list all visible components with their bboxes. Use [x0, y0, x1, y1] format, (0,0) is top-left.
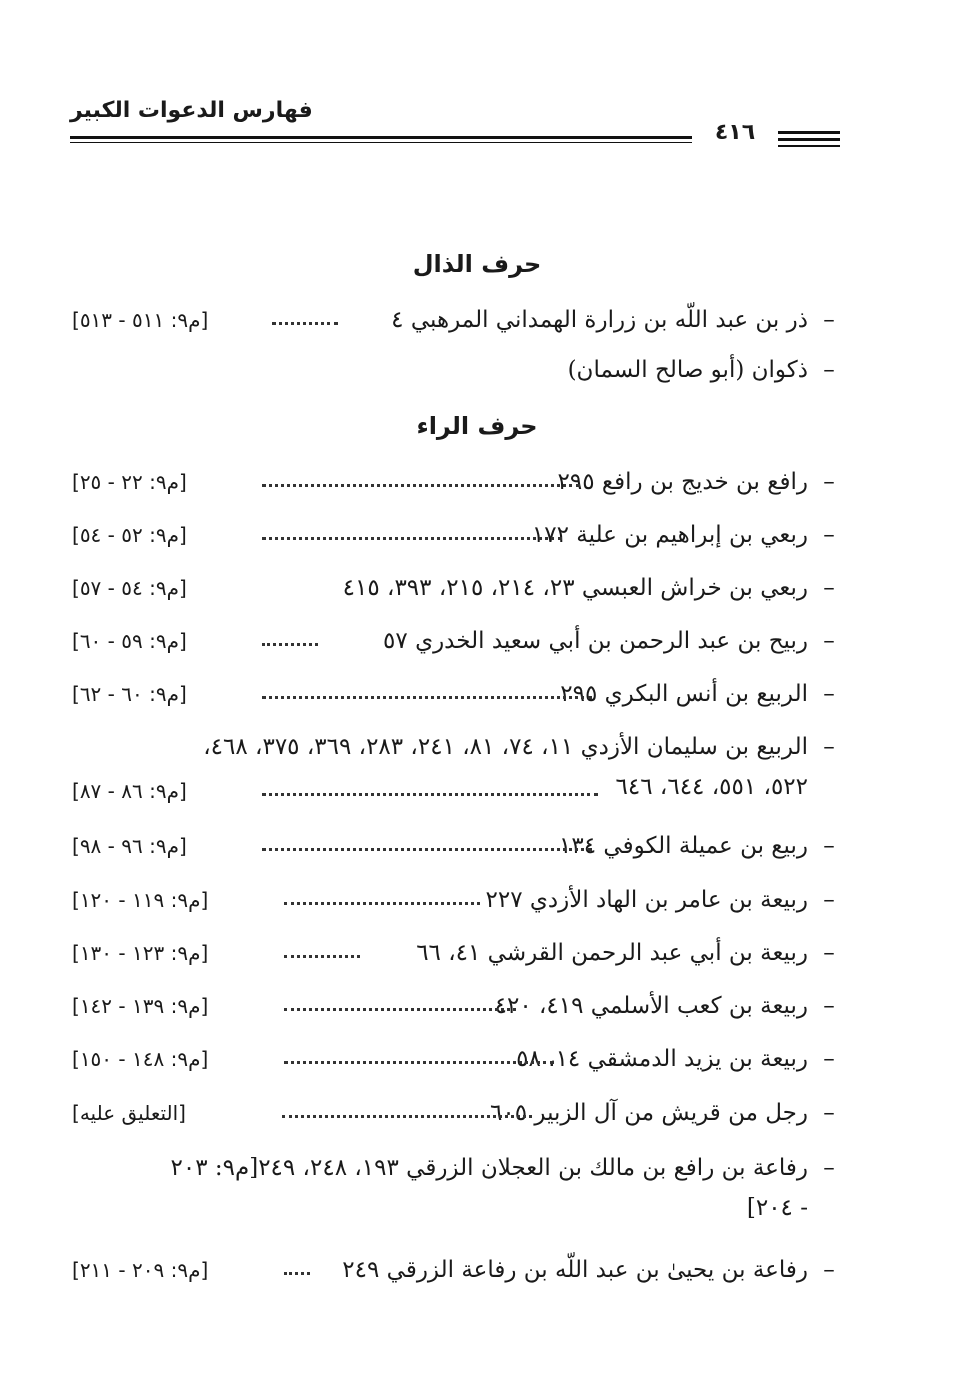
entry-name: رفاعة بن يحيىٰ بن عبد اللّه بن رفاعة الزرقي ٢٤٩ — [342, 1257, 808, 1283]
entry-reference: [م٩: ١٣٩ - ١٤٢] — [72, 994, 209, 1018]
entry-reference: [م٩: ١٤٨ - ١٥٠] — [72, 1047, 209, 1071]
entry-name: ربيعة بن أبي عبد الرحمن القرشي ٤١، ٦٦ — [416, 940, 808, 966]
leader-dots — [272, 322, 338, 325]
entry-dash: – — [823, 522, 835, 548]
entry-reference: [م٩: ٥٢ - ٥٤] — [72, 523, 187, 547]
entry-name: رفاعة بن رافع بن مالك بن العجلان الزرقي ١٩٣، ٢٤٨، ٢٤٩[م٩: ٢٠٣ — [170, 1155, 808, 1181]
section-heading-ra: حرف الراء — [416, 412, 538, 440]
entry-reference: [م٩: ٢٢ - ٢٥] — [72, 470, 187, 494]
running-title-text: فهارس الدعوات الكبير — [70, 98, 313, 123]
leader-dots — [262, 643, 318, 646]
index-entry — [72, 674, 842, 714]
leader-dots — [284, 902, 480, 905]
index-entry — [72, 1148, 842, 1232]
index-entry — [72, 933, 842, 973]
entry-dash: – — [823, 469, 835, 495]
header-rule-short — [778, 138, 840, 141]
entry-reference: [م٩: ٥٩ - ٦٠] — [72, 629, 187, 653]
entry-name: الربيع بن سليمان الأزدي ١١، ٧٤، ٨١، ٢٤١، ٢٨٣، ٣٦٩، ٣٧٥، ٤٦٨، — [203, 734, 808, 760]
entry-reference: [م٩: ٦٠ - ٦٢] — [72, 682, 187, 706]
entry-reference: [م٩: ١١٩ - ١٢٠] — [72, 888, 209, 912]
entry-dash: – — [823, 1100, 835, 1126]
entry-dash: – — [823, 357, 835, 383]
index-entry — [72, 727, 842, 811]
entry-dash: – — [823, 1257, 835, 1283]
entry-dash: – — [823, 833, 835, 859]
index-entry — [72, 880, 842, 920]
index-entry — [72, 515, 842, 555]
index-entry — [72, 1250, 842, 1290]
running-title — [70, 98, 350, 123]
header-rule-short — [778, 131, 840, 134]
entry-dash: – — [823, 1155, 835, 1181]
index-entry — [72, 826, 842, 866]
entry-dash: – — [823, 734, 835, 760]
leader-dots — [282, 1115, 532, 1118]
entry-dash: – — [823, 628, 835, 654]
entry-name: ربيعة بن كعب الأسلمي ٤١٩، ٤٢٠ — [494, 993, 808, 1019]
entry-dash: – — [823, 1046, 835, 1072]
entry-reference: [م٩: ٥٤ - ٥٧] — [72, 576, 187, 600]
page-number: ٤١٦ — [714, 120, 756, 145]
entry-name: ذر بن عبد اللّه بن زرارة الهمداني المرهبي ٤ — [391, 307, 808, 333]
entry-continuation: ٥٢٢، ٥٥١، ٦٤٤، ٦٤٦ — [615, 774, 808, 800]
entry-name: ربيع بن عميلة الكوفي ١٣٤ — [559, 833, 808, 859]
entry-reference: [م٩: ٩٦ - ٩٨] — [72, 834, 187, 858]
entry-name: ربيح بن عبد الرحمن بن أبي سعيد الخدري ٥٧ — [383, 628, 808, 654]
index-entry — [72, 621, 842, 661]
leader-dots — [262, 484, 580, 487]
header-rule — [70, 136, 692, 143]
leader-dots — [262, 848, 592, 851]
entry-reference: [م٩: ٨٦ - ٨٧] — [72, 779, 187, 803]
leader-dots — [284, 955, 360, 958]
entry-reference: [التعليق عليه] — [72, 1101, 186, 1125]
entry-reference: [م٩: ٢٠٩ - ٢١١] — [72, 1258, 209, 1282]
leader-dots — [284, 1008, 516, 1011]
entry-name: ربعي بن خراش العبسي ٢٣، ٢١٤، ٢١٥، ٣٩٣، ٤١٥ — [342, 575, 808, 601]
entry-dash: – — [823, 887, 835, 913]
index-entry — [72, 1093, 842, 1133]
entry-dash: – — [823, 940, 835, 966]
entry-name: الربيع بن أنس البكري ٢٩٥ — [560, 681, 808, 707]
leader-dots — [262, 537, 562, 540]
entry-reference: [م٩: ١٢٣ - ١٣٠] — [72, 941, 209, 965]
entry-name: ربعي بن إبراهيم بن علية ١٧٢ — [531, 522, 808, 548]
index-entry — [72, 300, 842, 340]
entry-name: رافع بن خديج بن رافع ٢٩٥ — [557, 469, 808, 495]
index-entry — [72, 1039, 842, 1079]
entry-dash: – — [823, 575, 835, 601]
leader-dots — [284, 1061, 554, 1064]
entry-name: رجل من قريش من آل الزبير ٦٠٥ — [490, 1100, 808, 1126]
index-entry — [72, 462, 842, 502]
index-entry — [72, 350, 842, 390]
entry-dash: – — [823, 307, 835, 333]
index-entry — [72, 986, 842, 1026]
leader-dots — [262, 696, 592, 699]
entry-dash: – — [823, 993, 835, 1019]
entry-name: ربيعة بن يزيد الدمشقي ١٤، ٥٨ — [516, 1046, 808, 1072]
index-entry — [72, 568, 842, 608]
header-rule-short — [778, 145, 840, 147]
section-heading-dhal: حرف الذال — [412, 250, 542, 278]
entry-dash: – — [823, 681, 835, 707]
entry-name: ربيعة بن عامر بن الهاد الأزدي ٢٢٧ — [485, 887, 808, 913]
entry-reference: [م٩: ٥١١ - ٥١٣] — [72, 308, 209, 332]
entry-name: ذكوان (أبو صالح السمان) — [567, 357, 808, 383]
leader-dots — [284, 1272, 310, 1275]
leader-dots — [262, 793, 598, 796]
entry-continuation: - ٢٠٤] — [746, 1195, 808, 1221]
